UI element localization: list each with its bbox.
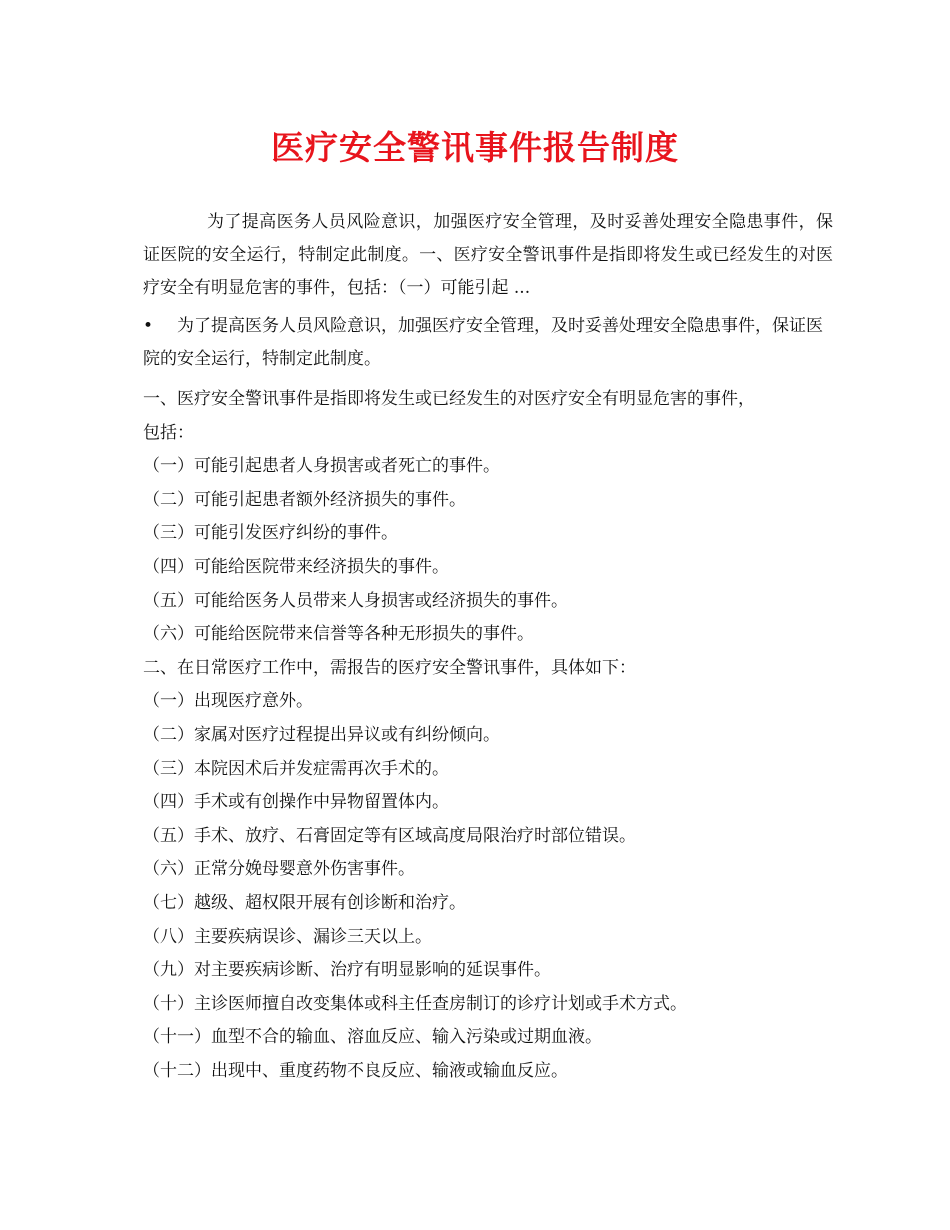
bullet-paragraph bbox=[143, 310, 833, 376]
content-line: （四）手术或有创操作中异物留置体内。 bbox=[143, 792, 449, 813]
content-line: （二）家属对医疗过程提出异议或有纠纷倾向。 bbox=[143, 724, 500, 745]
content-line: （九）对主要疾病诊断、治疗有明显影响的延误事件。 bbox=[143, 960, 551, 981]
content-line: （三）可能引发医疗纠纷的事件。 bbox=[143, 523, 398, 544]
document-title: 医疗安全警讯事件报告制度 bbox=[271, 128, 679, 167]
content-line: （一）可能引起患者人身损害或者死亡的事件。 bbox=[143, 456, 500, 477]
content-line: （一）出现医疗意外。 bbox=[143, 691, 313, 712]
content-line: （八）主要疾病误诊、漏诊三天以上。 bbox=[143, 926, 432, 947]
bullet-icon: • bbox=[143, 316, 154, 336]
content-line: 二、在日常医疗工作中，需报告的医疗安全警讯事件，具体如下： bbox=[143, 657, 636, 678]
content-line: （四）可能给医院带来经济损失的事件。 bbox=[143, 556, 449, 577]
content-line: （五）可能给医务人员带来人身损害或经济损失的事件。 bbox=[143, 590, 568, 611]
content-line: （二）可能引起患者额外经济损失的事件。 bbox=[143, 489, 466, 510]
content-line: （十）主诊医师擅自改变集体或科主任查房制订的诊疗计划或手术方式。 bbox=[143, 993, 687, 1014]
bullet-text: 为了提高医务人员风险意识，加强医疗安全管理，及时妥善处理安全隐患事件，保证医院的安全运行，特制定此制度。 bbox=[143, 316, 823, 369]
content-line: （六）可能给医院带来信誉等各种无形损失的事件。 bbox=[143, 624, 534, 645]
summary-paragraph: 为了提高医务人员风险意识，加强医疗安全管理，及时妥善处理安全隐患事件，保证医院的安全运行，特制定此制度。一、医疗安全警讯事件是指即将发生或已经发生的对医疗安全有明显危害的事件，包括：（一）可能引起 ... bbox=[143, 212, 833, 298]
content-line: 一、医疗安全警讯事件是指即将发生或已经发生的对医疗安全有明显危害的事件， bbox=[143, 389, 755, 409]
content-line: （十二）出现中、重度药物不良反应、输液或输血反应。 bbox=[143, 1060, 568, 1081]
content-line: 包括： bbox=[143, 422, 194, 443]
content-line: （十一）血型不合的输血、溶血反应、输入污染或过期血液。 bbox=[143, 1027, 602, 1048]
content-lines bbox=[143, 383, 833, 1088]
content-line: （三）本院因术后并发症需再次手术的。 bbox=[143, 758, 449, 779]
content-line: （七）越级、超权限开展有创诊断和治疗。 bbox=[143, 892, 466, 913]
content-line: （六）正常分娩母婴意外伤害事件。 bbox=[143, 859, 415, 880]
content-line: （五）手术、放疗、石膏固定等有区域高度局限治疗时部位错误。 bbox=[143, 825, 636, 846]
